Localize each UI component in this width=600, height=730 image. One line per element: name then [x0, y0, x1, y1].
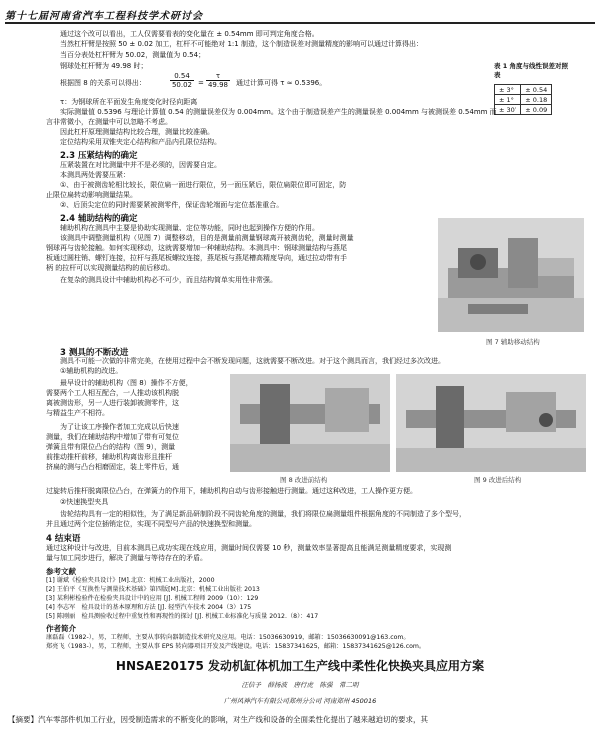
text-line: 柄 的拉杆可以实现测量结构的前后移动。 — [46, 264, 175, 272]
text-line: ②、后顶尖定位的同时需要紧被测零件，保证齿轮端面与定位基准重合。 — [60, 201, 284, 209]
text-line: 言非常微小，在测量中可以忽略不考虑。 — [46, 118, 172, 126]
text-line: 通过这个改可以看出，工人仅需要看表的变化量在 ± 0.54mm 即可判定角度合格。 — [60, 30, 319, 38]
text-line: 量与加工同步进行，解决了测量与等待存在的矛盾。 — [46, 554, 207, 562]
fraction-numerator: τ — [206, 72, 230, 81]
figure-9-caption: 图 9 改进后结构 — [474, 476, 522, 484]
figure-9-image — [396, 374, 586, 472]
mechanism-drawing — [438, 218, 584, 332]
authors-heading: 作者简介 — [46, 624, 76, 633]
reference-item: [5] 陈刚丽 检具测验收过程中重复性和再现性的探讨 [J]. 机械工业标准化与质量 2012.（8）：417 — [46, 613, 319, 620]
next-article-title: HNSAE20175 发动机缸体机加工生产线中柔性化快换夹具应用方案 — [115, 659, 485, 673]
section-heading: 4 结束语 — [46, 534, 81, 544]
text-line: 钢球处杠杆臂为 49.98 时； — [60, 62, 148, 70]
text-line: 与精益生产不相符。 — [46, 409, 109, 417]
table-cell: ± 0.54 — [521, 85, 552, 95]
next-article-authors: 汪信予 薛扬波 唐行虎 陈强 常二明 — [241, 681, 359, 689]
text-line: 离被测齿形，另一人进行装卸被测零件，这 — [46, 399, 179, 407]
text-line: 前推动推杆前移，辅助机构离齿形且推杆 — [46, 453, 172, 461]
formula-prefix: 根据图 8 的关系可以得出： — [60, 79, 146, 87]
text-line: 齿轮结构具有一定的相似性，为了满足新品研制阶段不同齿轮角度的测量，我们将限位扁测量组件根据角度的不同制造了多个型号， — [60, 510, 466, 518]
figure-8-caption: 图 8 改进前结构 — [280, 476, 328, 484]
section-heading: 3 测具的不断改进 — [60, 348, 129, 358]
text-line: 板通过圆柱销、螺钉连接，拉杆与燕尾板螺纹连接，燕尾板与燕尾槽高精度导向，通过拉动带有手 — [46, 254, 347, 262]
text-line: 过旋转后推杆脱离限位凸台，在弹簧力的作用下，辅助机构自动与齿形接触进行测量。通过这种改进，工人操作更方便。 — [46, 487, 417, 495]
reference-item: [3] 某利彬检验件在检验夹具设计中的应用 [J]. 机械工程师 2009（10）：129 — [46, 595, 259, 602]
text-line: 测具不可能一次做的非常完美，在使用过程中会不断发现问题，这就需要不断改进。对于这个测具而言，我们经过多次改进。 — [60, 357, 445, 365]
fraction-denominator: 49.98 — [207, 81, 229, 89]
text-line: 最早设计的辅助机构（图 8）操作不方便， — [60, 379, 193, 387]
text-line: 并且通过两个定位插销定位，实现不同型号产品的快速换型和测量。 — [46, 520, 256, 528]
text-line: 因此杠杆原理测量结构比较合理，测量比较准确。 — [60, 128, 214, 136]
fraction-numerator: 0.54 — [170, 72, 194, 81]
reference-item: [2] 王伯平《互换性与测量技术基础》第四版[M].北京：机械工业出版社 2013 — [46, 586, 260, 593]
text-line: 实际测量值 0.5396 与理论计算值 0.54 的测量误差仅为 0.004mm。这个由于制造误差产生的测量误差 0.004mm 与被测误差 0.54mm 而 — [60, 108, 497, 116]
text-line: 当百分表处杠杆臂为 50.02，测量值为 0.54； — [60, 51, 206, 59]
author-bio: 康磊磊（1982-），男，工程师，主要从事转向器制造技术研究及应用。电话：15036630919，邮箱：15036630091@163.com。 — [46, 634, 410, 641]
table-row — [495, 95, 552, 105]
text-line: 定位结构采用双锥夹定心结构和产品内孔限位结构。 — [60, 138, 221, 146]
section-heading: 2.3 压紧结构的确定 — [60, 151, 138, 161]
text-line: 当然杠杆臂是按照 50 ± 0.02 加工，杠杆不可能绝对 1:1 制造，这个制造误差对测量精度的影响可以通过计算得出： — [60, 40, 423, 48]
reference-item: [1] 谢斌《检验夹具设计》[M].北京：机械工业出版社，2000 — [46, 577, 215, 584]
text-line: ①、由于被测齿轮相比较长，限位扁一面进行限位，另一面压紧后，限位扁限位即可固定，防 — [60, 181, 347, 189]
text-line: 需要两个工人相互配合，一人推动该机构脱 — [46, 389, 179, 397]
after-structure-drawing — [396, 374, 586, 472]
text-line: 测量，我们在辅助结构中增加了带有可复位 — [46, 433, 179, 441]
figure-8-image — [230, 374, 390, 472]
author-bio: 郑亮飞（1983-），男，工程师，主要从事 EPS 转向器项目开发及产线建设。电话：15837341625，邮箱：15837341625@126.com。 — [46, 643, 426, 650]
text-line: 压紧装置在对比测量中并不是必须的，因需要自定。 — [60, 161, 221, 169]
table-row — [495, 105, 552, 115]
table-cell: ± 0.18 — [521, 95, 552, 105]
table-cell: ± 3° — [495, 85, 521, 95]
table-cell: ± 0.09 — [521, 105, 552, 115]
text-line: 通过这种设计与改进，目前本测具已成功实现在线应用，测量时间仅需要 10 秒，测量效率显著提高且能满足测量精度要求，实现测 — [46, 544, 452, 552]
table-row — [495, 85, 552, 95]
reference-item: [4] 李志军 检具设计的基本原理和方法 [J]. 轻型汽车技术 2004（3）175 — [46, 604, 252, 611]
text-line: τ：为钢球所在平面发生角度变化时径向距离 — [60, 98, 198, 106]
before-structure-drawing — [230, 374, 390, 472]
text-line: ②快速换型夹具 — [60, 498, 109, 506]
journal-title: 第十七届河南省汽车工程科技学术研讨会 — [5, 11, 203, 22]
text-line: 弹簧且带有限位凸台的结构（图 9），测量 — [46, 443, 176, 451]
table-cell: ± 1° — [495, 95, 521, 105]
angle-error-table — [494, 84, 552, 115]
table-cell: ± 30′ — [495, 105, 521, 115]
journal-header — [5, 4, 595, 24]
table-title: 表 1 角度与线性误差对照表 — [494, 62, 569, 79]
next-article-affiliation: 广州风神汽车有限公司郑州分公司 河南郑州 450016 — [223, 697, 377, 705]
text-line: 钢球再与齿轮接触。如何实现移动，这就需要增加一种辅助结构。本测具中：钢球测量结构与燕尾 — [46, 244, 347, 252]
next-article-abstract: 【摘要】汽车零部件机加工行业，因受制造需求的不断变化的影响，对生产线和设备的全面柔性化提出了越来越迫切的要求，其 — [8, 715, 428, 724]
section-heading: 2.4 辅助结构的确定 — [60, 214, 138, 224]
text-line: 本测具两处需要压紧： — [60, 171, 130, 179]
figure-7-image — [438, 218, 584, 332]
text-line: 止限位扁转动影响测量结果。 — [46, 191, 137, 199]
fraction-denominator: 50.02 — [171, 81, 193, 89]
figure-7-caption: 图 7 辅助移动结构 — [486, 338, 540, 346]
text-line: 挤扁的测与凸台相磨固定，装上零件后，通 — [46, 463, 179, 471]
formula-suffix: 通过计算可得 τ ≈ 0.5396。 — [236, 79, 327, 87]
text-line: 在复杂的测具设计中辅助机构必不可少，而且结构简单实用性非常强。 — [60, 276, 277, 284]
references-heading: 参考文献 — [46, 567, 76, 576]
text-line: 为了让该工序操作者加工完成以后快速 — [60, 423, 179, 431]
text-line: 辅助机构在测具中主要是协助实现测量、定位等功能，同时也起到操作方便的作用。 — [60, 224, 319, 232]
text-line: ①辅助机构的改进。 — [60, 367, 123, 375]
text-line: 该测具中调整测量机构（见图 7）调整移动，目的是测量前测量钢球离开被测齿轮，测量时测量 — [60, 234, 354, 242]
